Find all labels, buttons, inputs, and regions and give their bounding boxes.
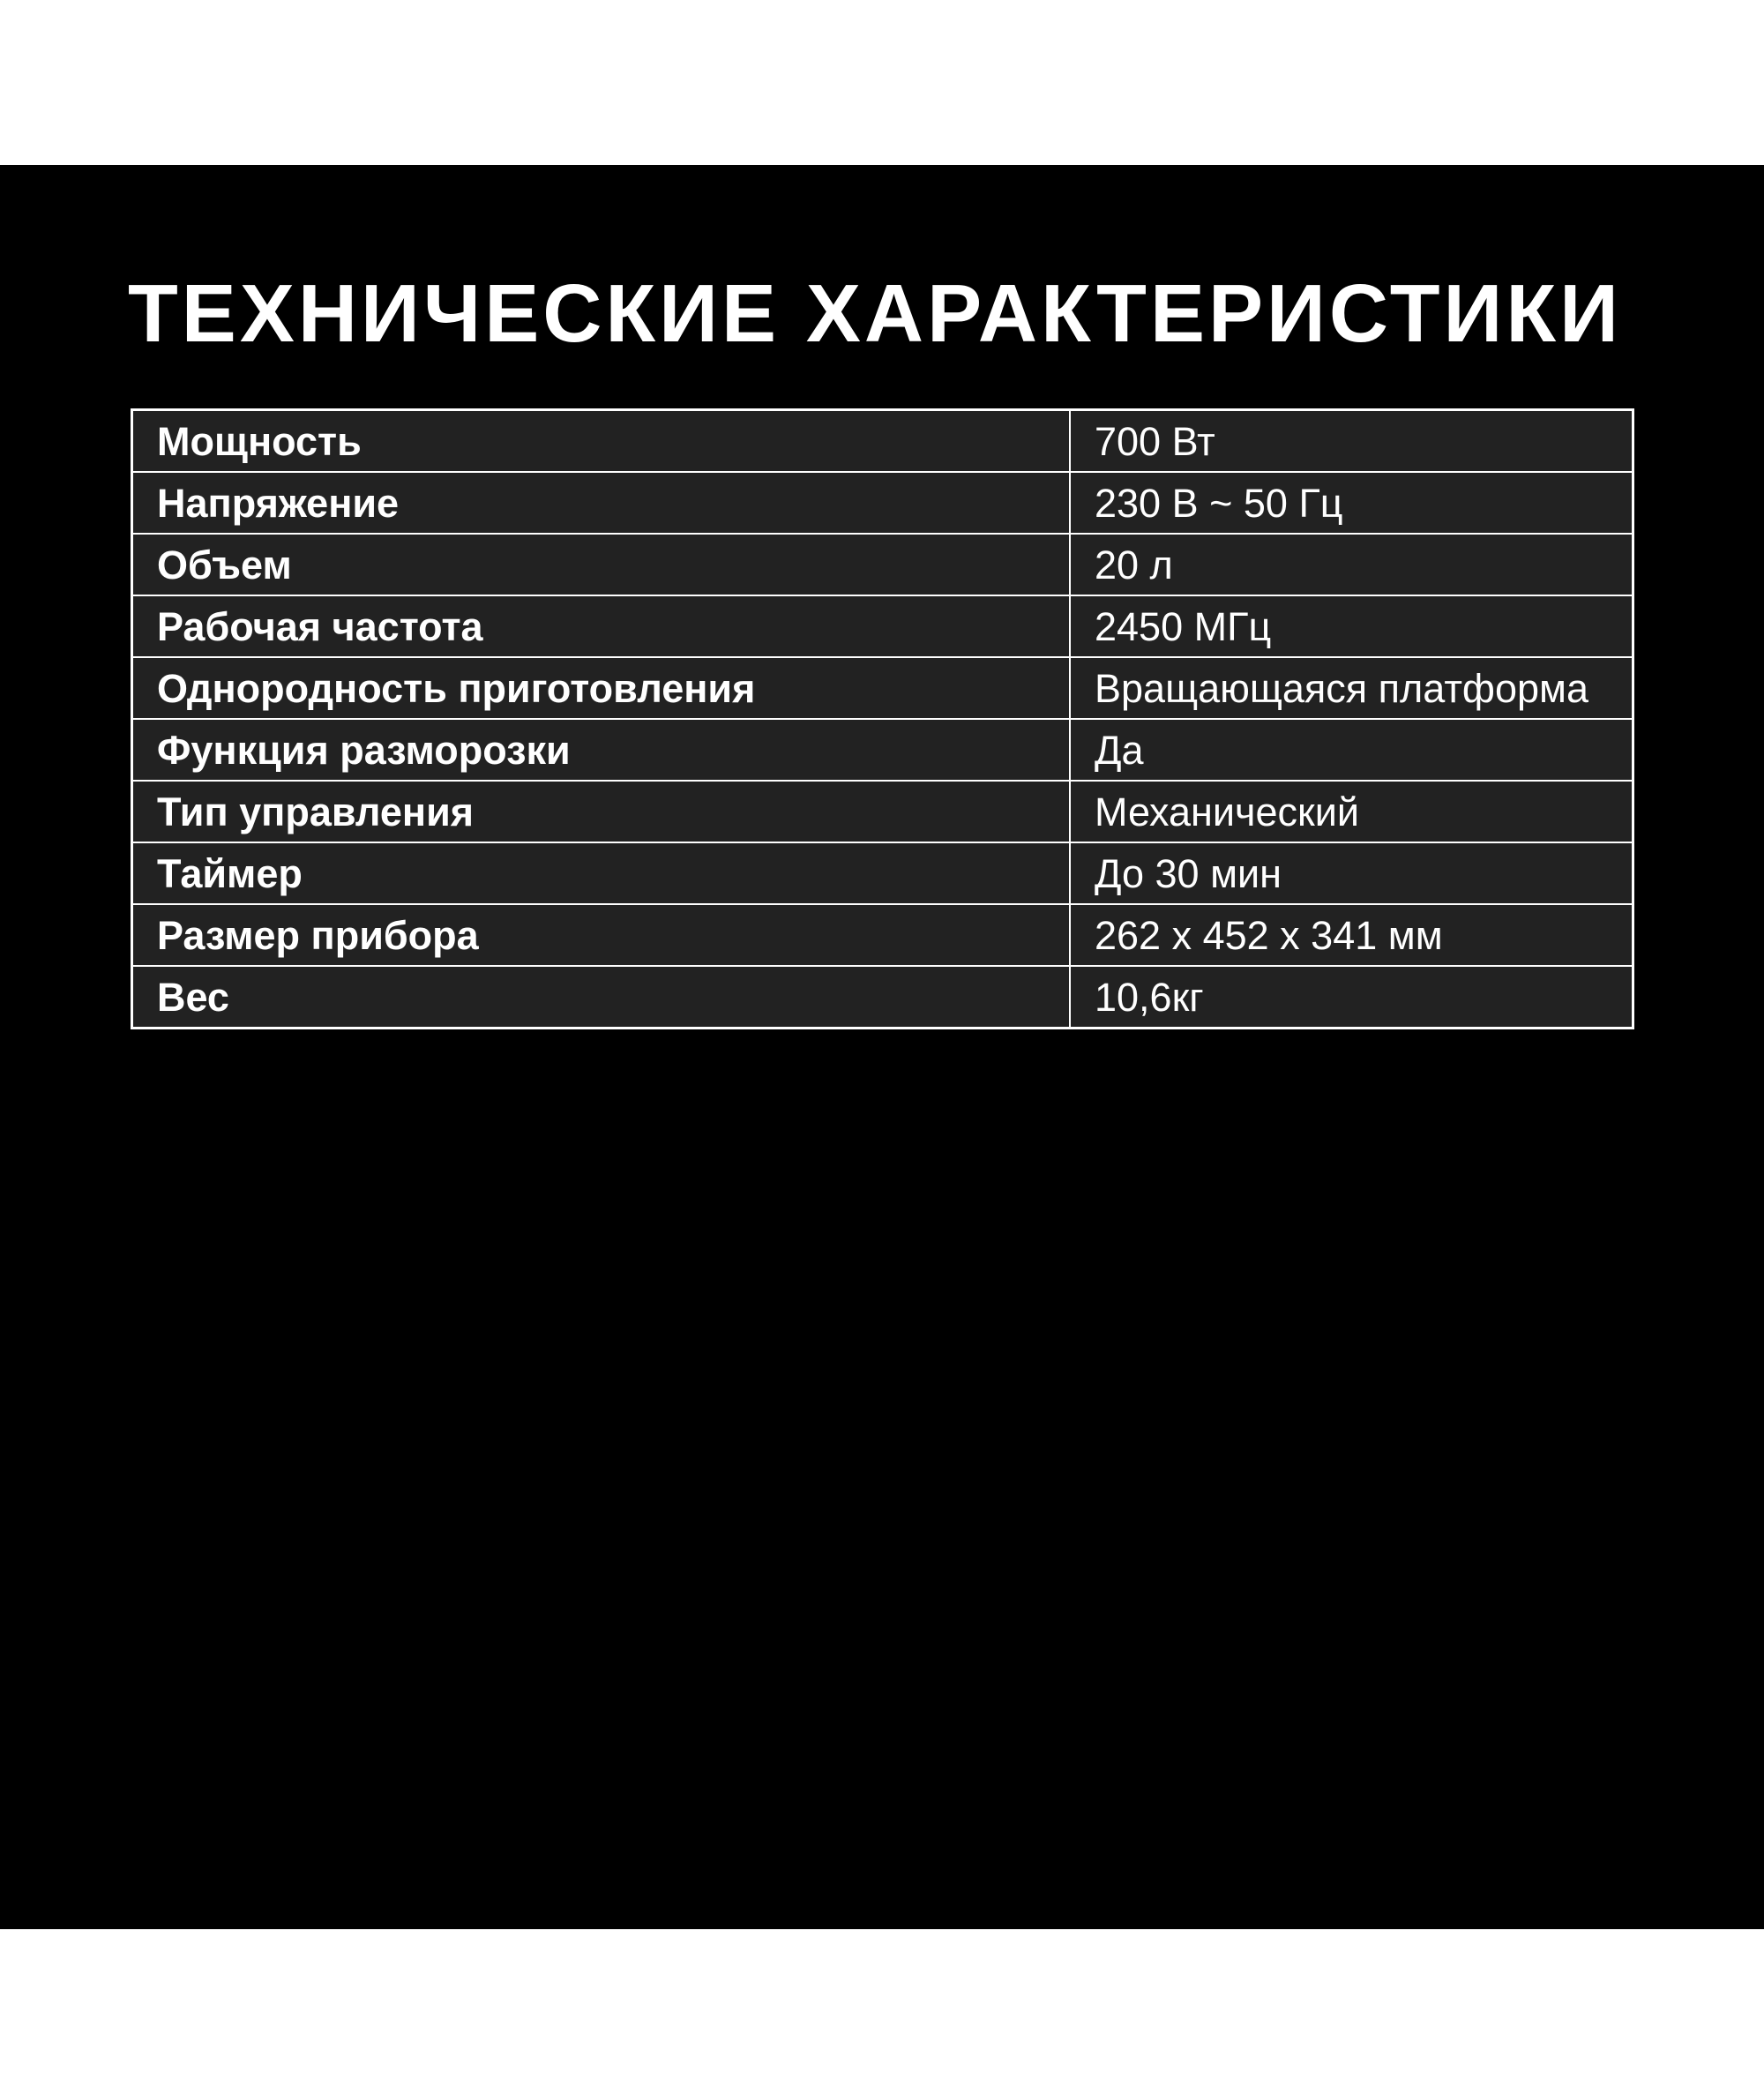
spec-value: До 30 мин [1070, 842, 1633, 904]
spec-name: Объем [132, 534, 1071, 595]
spec-value: 262 х 452 х 341 мм [1070, 904, 1633, 966]
page-title: ТЕХНИЧЕСКИЕ ХАРАКТЕРИСТИКИ [128, 267, 1622, 359]
table-row [132, 904, 1633, 966]
table-row [132, 410, 1633, 473]
spec-value: 230 В ~ 50 Гц [1070, 472, 1633, 534]
table-row [132, 842, 1633, 904]
spec-name: Вес [132, 966, 1071, 1029]
spec-name: Таймер [132, 842, 1071, 904]
table-row [132, 657, 1633, 719]
spec-value: Да [1070, 719, 1633, 781]
spec-value: 2450 МГц [1070, 595, 1633, 657]
spec-name: Размер прибора [132, 904, 1071, 966]
spec-name: Напряжение [132, 472, 1071, 534]
spec-value: 20 л [1070, 534, 1633, 595]
table-row [132, 595, 1633, 657]
spec-name: Рабочая частота [132, 595, 1071, 657]
spec-name: Функция разморозки [132, 719, 1071, 781]
spec-value: Механический [1070, 781, 1633, 842]
spec-table [131, 408, 1634, 1029]
table-row [132, 534, 1633, 595]
table-row [132, 472, 1633, 534]
table-row [132, 781, 1633, 842]
table-row [132, 719, 1633, 781]
spec-name: Мощность [132, 410, 1071, 473]
spec-value: 700 Вт [1070, 410, 1633, 473]
spec-value: Вращающаяся платформа [1070, 657, 1633, 719]
spec-value: 10,6кг [1070, 966, 1633, 1029]
spec-name: Однородность приготовления [132, 657, 1071, 719]
spec-name: Тип управления [132, 781, 1071, 842]
table-row [132, 966, 1633, 1029]
